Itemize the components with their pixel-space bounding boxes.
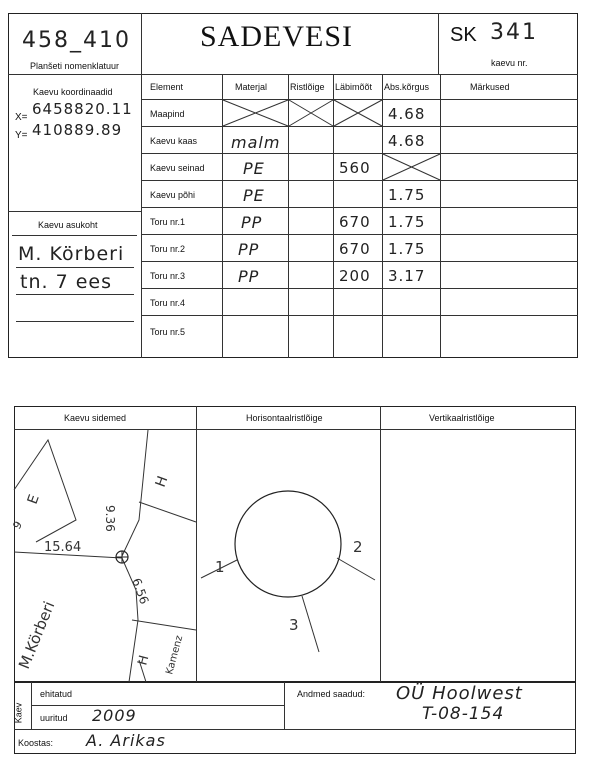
row-label: Kaevu seinad: [150, 163, 205, 173]
col-title-horisontaal: Horisontaalristlõige: [246, 413, 323, 423]
row-label: Toru nr.1: [150, 217, 186, 227]
abs-value: 4.68: [388, 105, 426, 123]
page-title: SADEVESI: [200, 20, 354, 53]
nomenclature-label: Planšeti nomenklatuur: [30, 61, 120, 71]
dist-label: 9.36: [103, 505, 117, 532]
table-header: Abs.kõrgus: [384, 82, 430, 92]
row-label: Kaevu põhi: [150, 190, 196, 200]
col-title-vertikaal: Vertikaalristlõige: [429, 413, 495, 423]
pipe-number: 2: [353, 538, 363, 556]
abs-value: 3.17: [388, 267, 426, 285]
row-label: Toru nr.2: [150, 244, 186, 254]
table-header: Ristlõige: [290, 82, 325, 92]
table-header: Element: [150, 82, 184, 92]
pipe-line: [302, 596, 319, 652]
andmed-line2: T-08-154: [422, 704, 505, 724]
building-number: 9: [10, 518, 26, 532]
table-header: Märkused: [470, 82, 510, 92]
location-sketch: [10, 430, 196, 682]
koostas-value: A. Arikas: [86, 731, 166, 750]
coordinates-label: Kaevu koordinaadid: [33, 87, 113, 97]
row-label: Toru nr.4: [150, 298, 186, 308]
row-label: Toru nr.3: [150, 271, 186, 281]
nomenclature-value: 458_410: [22, 28, 131, 53]
dist-label: 6.56: [129, 576, 152, 607]
divider: [380, 406, 381, 682]
abs-value: 4.68: [388, 132, 426, 150]
uuritud-label: uuritud: [40, 713, 68, 723]
material-value: PP: [238, 267, 260, 286]
diameter-value: 200: [339, 267, 371, 285]
table-header: Materjal: [235, 82, 268, 92]
building-outline: [132, 620, 196, 630]
building-letter: E: [24, 492, 43, 507]
sk-prefix: SK: [450, 24, 477, 46]
row-label: Kaevu kaas: [150, 136, 198, 146]
koostas-label: Koostas:: [18, 738, 54, 748]
sk-number: 341: [490, 20, 538, 45]
material-value: PP: [238, 240, 260, 259]
material-value: malm: [231, 133, 281, 152]
well-circle: [235, 491, 341, 597]
location-line2: tn. 7 ees: [20, 271, 112, 293]
divider: [14, 729, 576, 730]
street-line: [122, 430, 148, 556]
divider: [31, 705, 284, 706]
crossed-cells: [0, 0, 614, 360]
building-number: Kamenz: [164, 634, 186, 676]
y-label: Y=: [15, 130, 28, 141]
x-label: X=: [15, 112, 28, 123]
dist-label: 15.64: [44, 540, 82, 555]
kaev-label: Kaev: [13, 702, 24, 724]
pipe-number: 1: [215, 558, 225, 576]
abs-value: 1.75: [388, 186, 426, 204]
material-value: PE: [243, 186, 265, 205]
andmed-line1: OÜ Hoolwest: [396, 683, 523, 704]
location-label: Kaevu asukoht: [38, 220, 98, 230]
building-letter: H: [135, 653, 153, 668]
row-label: Toru nr.5: [150, 327, 186, 337]
street-label: M.Körberi: [15, 598, 59, 672]
uuritud-value: 2009: [92, 706, 137, 725]
divider: [284, 682, 285, 729]
abs-value: 1.75: [388, 213, 426, 231]
building-letter: H: [152, 473, 172, 490]
material-value: PE: [243, 159, 265, 178]
pipe-line: [337, 558, 375, 580]
andmed-label: Andmed saadud:: [297, 689, 366, 699]
abs-value: 1.75: [388, 240, 426, 258]
material-value: PP: [241, 213, 263, 232]
location-line1: M. Körberi: [18, 243, 125, 265]
building-outline: [139, 502, 196, 522]
diameter-value: 560: [339, 159, 371, 177]
sk-label: kaevu nr.: [491, 58, 528, 68]
pipe-number: 3: [289, 616, 299, 634]
row-label: Maapind: [150, 109, 185, 119]
col-title-sidemed: Kaevu sidemed: [64, 413, 127, 423]
horizontal-section: [197, 430, 379, 682]
diameter-value: 670: [339, 240, 371, 258]
table-header: Läbimõõt: [335, 82, 373, 92]
diameter-value: 670: [339, 213, 371, 231]
ehitatud-label: ehitatud: [40, 689, 73, 699]
y-value: 410889.89: [32, 121, 123, 139]
x-value: 6458820.11: [32, 100, 133, 118]
